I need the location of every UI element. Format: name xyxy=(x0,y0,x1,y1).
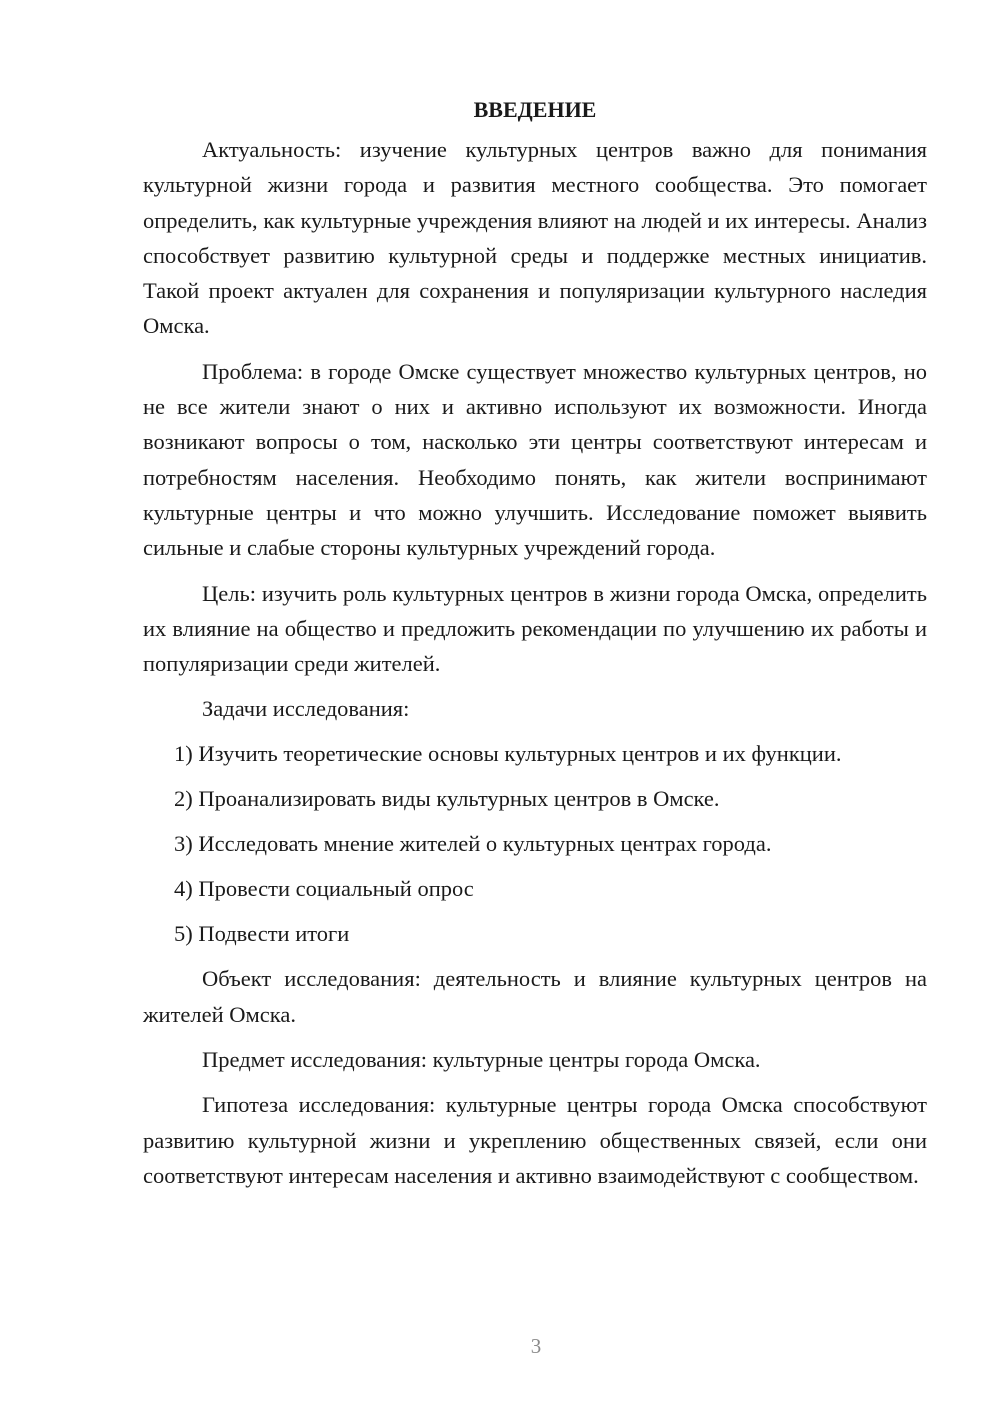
paragraph-goal: Цель: изучить роль культурных центров в жизни города Омска, определить их влияние на общество и предложить рекомендации по улучшению их работы и популяризации среди жителей. xyxy=(143,580,927,677)
task-item: 3) Исследовать мнение жителей о культурных центрах города. xyxy=(174,831,772,857)
tasks-heading: Задачи исследования: xyxy=(202,696,410,722)
page-title: ВВЕДЕНИЕ xyxy=(473,97,597,122)
task-item: 1) Изучить теоретические основы культурных центров и их функции. xyxy=(174,741,842,767)
task-item: 2) Проанализировать виды культурных центров в Омске. xyxy=(174,786,720,812)
page-content xyxy=(143,92,927,1193)
paragraph-problem: Проблема: в городе Омске существует множество культурных центров, но не все жители знают о них и активно используют их возможности. Иногда возникают вопросы о том, насколько эти центры соответствуют интересам и потребностям населения. Необходимо понять, как жители воспринимают культурные центры и что можно улучшить. Исследование поможет выявить сильные и слабые стороны культурных учреждений города. xyxy=(143,358,927,561)
paragraph-relevance: Актуальность: изучение культурных центров важно для понимания культурной жизни города и развития местного сообщества. Это помогает определить, как культурные учреждения влияют на людей и их интересы. Анализ способствует развитию культурной среды и поддержке местных инициатив. Такой проект актуален для сохранения и популяризации культурного наследия Омска. xyxy=(143,137,927,339)
task-item: 4) Провести социальный опрос xyxy=(174,876,474,902)
task-item: 5) Подвести итоги xyxy=(174,921,350,947)
tasks-list xyxy=(143,736,927,951)
paragraph-hypothesis: Гипотеза исследования: культурные центры города Омска способствуют развитию культурной жизни и укреплению общественных связей, если они соответствуют интересам населения и активно взаимодействуют с сообществом. xyxy=(143,1092,927,1188)
page-number: 3 xyxy=(530,1334,542,1358)
paragraph-subject: Предмет исследования: культурные центры города Омска. xyxy=(202,1047,761,1073)
paragraph-object: Объект исследования: деятельность и влияние культурных центров на жителей Омска. xyxy=(143,966,927,1027)
